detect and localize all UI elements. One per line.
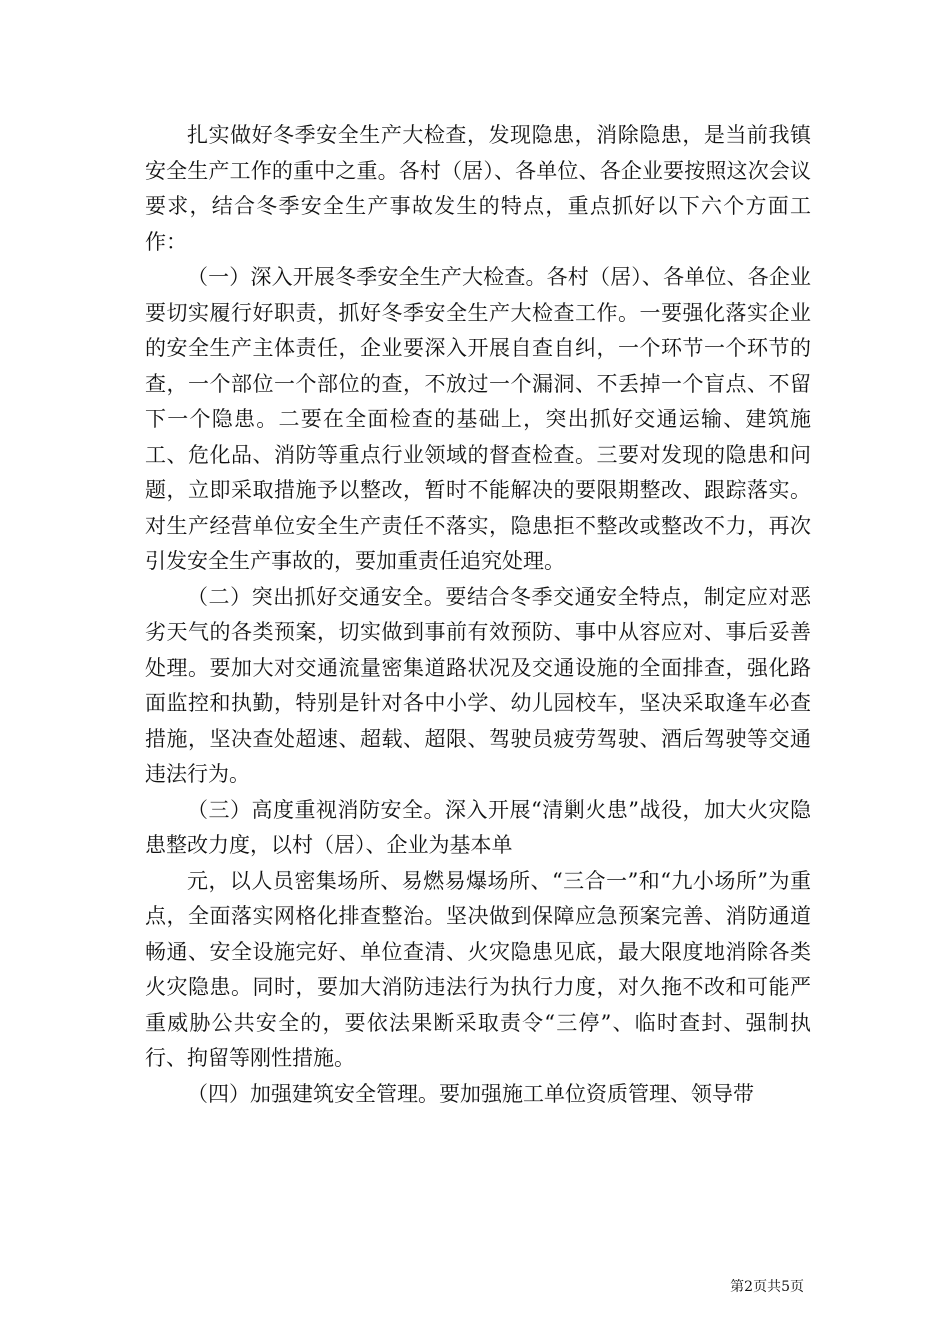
paragraph-section-1: （一）深入开展冬季安全生产大检查。各村（居）、各单位、各企业要切实履行好职责，抓好冬季安全生产大检查工作。一要强化落实企业的安全生产主体责任，企业要深入开展自查自纠，一个环节一个环节的查，一个部位一个部位的查，不放过一个漏洞、不丢掉一个盲点、不留下一个隐患。二要在全面检查的基础上，突出抓好交通运输、建筑施工、危化品、消防等重点行业领域的督查检查。三要对发现的隐患和问题，立即采取措施予以整改，暂时不能解决的要限期整改、跟踪落实。对生产经营单位安全生产责任不落实，隐患拒不整改或整改不力，再次引发安全生产事故的，要加重责任追究处理。 bbox=[145, 265, 811, 573]
paragraph-section-3-continued: 元，以人员密集场所、易燃易爆场所、“三合一”和“九小场所”为重点，全面落实网格化排查整治。坚决做到保障应急预案完善、消防通道畅通、安全设施完好、单位查清、火灾隐患见底，最大限度地消除各类火灾隐患。同时，要加大消防违法行为执行力度，对久拖不改和可能严重威胁公共安全的，要依法果断采取责令“三停”、临时查封、强制执行、拘留等刚性措施。 bbox=[145, 868, 811, 1070]
paragraph-intro: 扎实做好冬季安全生产大检查，发现隐患，消除隐患，是当前我镇安全生产工作的重中之重。各村（居）、各单位、各企业要按照这次会议要求，结合冬季安全生产事故发生的特点，重点抓好以下六个方面工作： bbox=[145, 123, 811, 254]
page-number: 第2页共5页 bbox=[730, 1279, 804, 1295]
paragraph-section-4: （四）加强建筑安全管理。要加强施工单位资质管理、领导带 bbox=[187, 1081, 754, 1106]
paragraph-section-2: （二）突出抓好交通安全。要结合冬季交通安全特点，制定应对恶劣天气的各类预案，切实做到事前有效预防、事中从容应对、事后妥善处理。要加大对交通流量密集道路状况及交通设施的全面排查，强化路面监控和执勤，特别是针对各中小学、幼儿园校车，坚决采取逢车必查措施，坚决查处超速、超载、超限、驾驶员疲劳驾驶、酒后驾驶等交通违法行为。 bbox=[145, 584, 811, 786]
document-body bbox=[145, 118, 811, 1112]
paragraph-section-3: （三）高度重视消防安全。深入开展“清剿火患”战役，加大火灾隐患整改力度，以村（居）、企业为基本单 bbox=[145, 797, 811, 857]
